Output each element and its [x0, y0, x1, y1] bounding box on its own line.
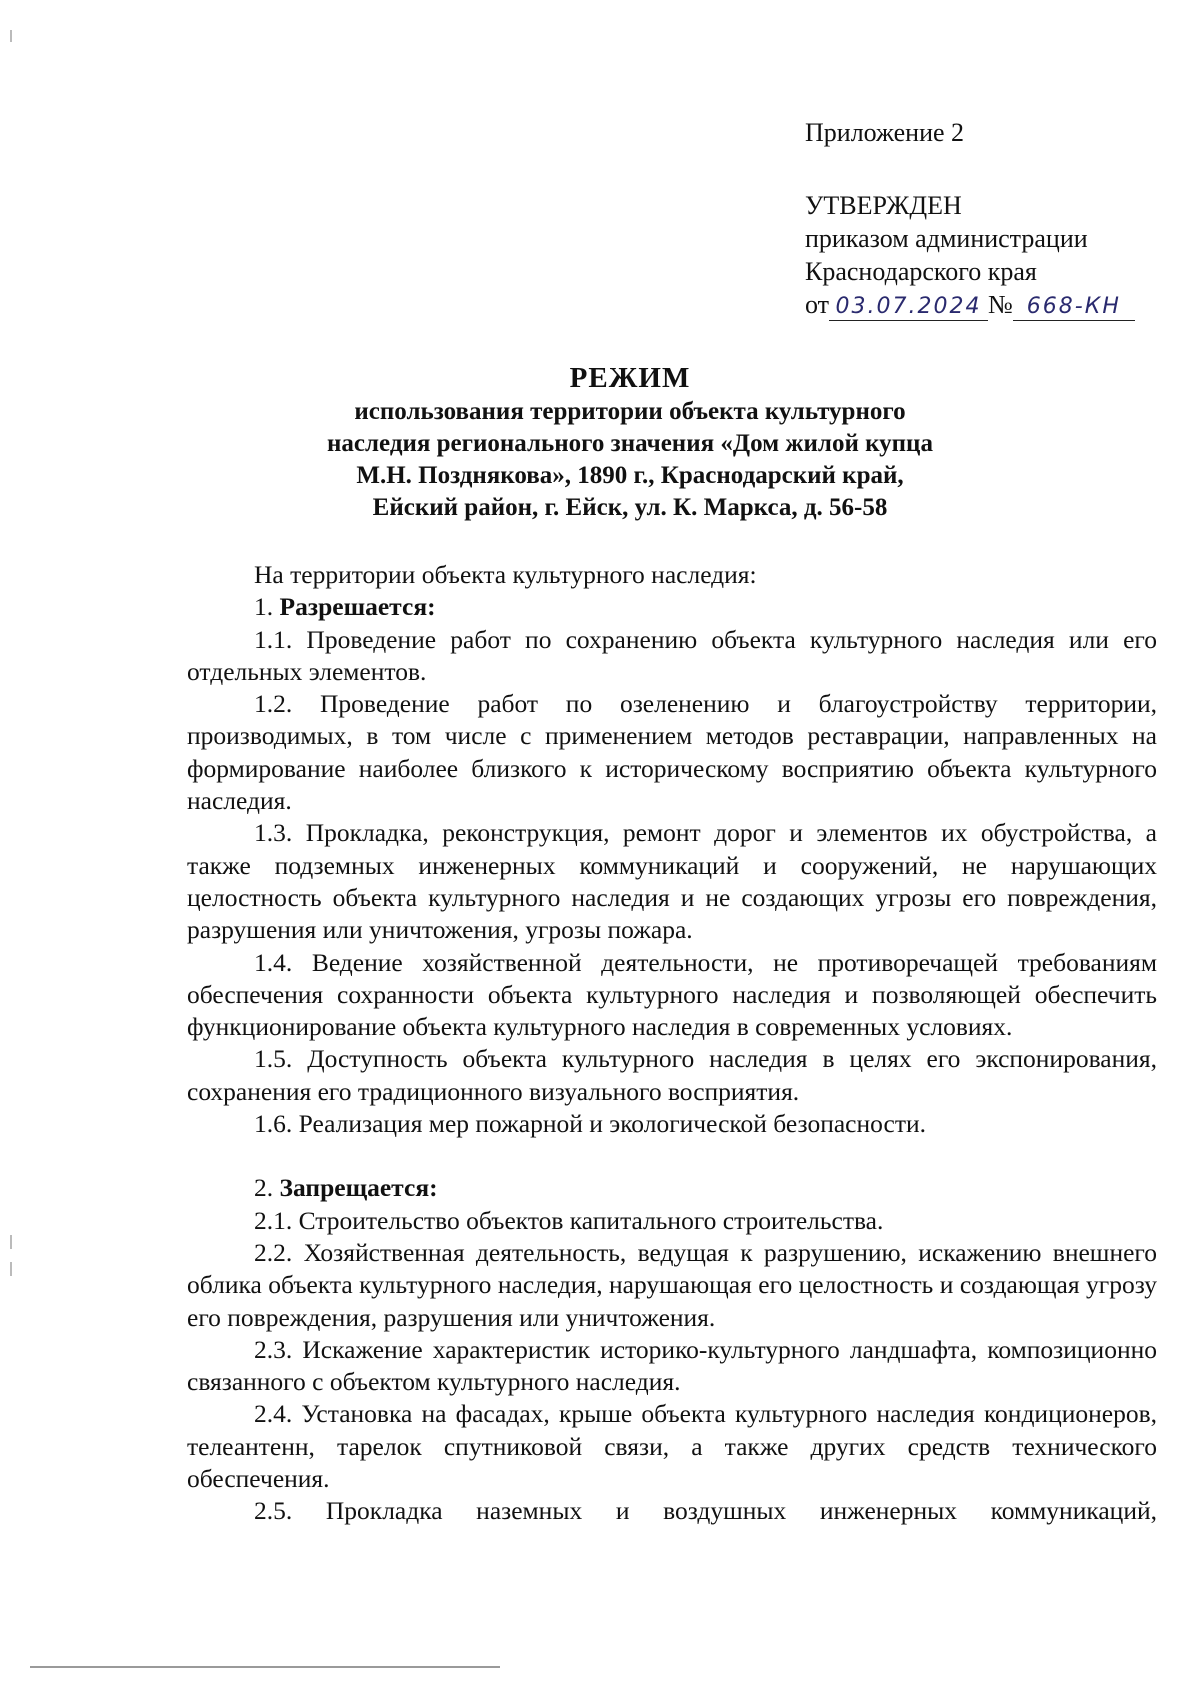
- clause-2-5: 2.5. Прокладка наземных и воздушных инженерных коммуникаций,: [254, 1496, 1157, 1526]
- appendix-label: Приложение 2: [805, 118, 965, 147]
- date-prefix: от: [805, 290, 830, 319]
- order-line-1: приказом администрации: [805, 224, 1088, 253]
- approved-label: УТВЕРЖДЕН: [805, 191, 962, 220]
- section-heading-text: Разрешается:: [279, 592, 436, 622]
- section-1-heading: [187, 591, 1157, 623]
- scan-mark: [10, 1235, 12, 1249]
- intro-paragraph: На территории объекта культурного наследия:: [254, 560, 757, 589]
- title-line: наследия регионального значения «Дом жилой купца: [327, 430, 933, 457]
- order-date-line: [805, 288, 1165, 321]
- number-prefix: №: [988, 290, 1013, 319]
- document-title: [180, 360, 1080, 524]
- clause-1-5: 1.5. Доступность объекта культурного наследия в целях его экспонирования, сохранения его традиционного визуального восприятия.: [187, 1044, 1157, 1106]
- clause-1-4: 1.4. Ведение хозяйственной деятельности, не противоречащей требованиям обеспечения сохранности объекта культурного наследия и позволяющей обеспечить функционирование объекта культурного наследия в современных условиях.: [187, 947, 1157, 1042]
- clause-1-2: 1.2. Проведение работ по озеленению и благоустройству территории, производимых, в том числе с применением методов реставрации, направленных на формирование наиболее близкого к историческому восприятию объекта культурного наследия.: [187, 689, 1157, 816]
- clause-1-6: 1.6. Реализация мер пожарной и экологической безопасности.: [254, 1109, 927, 1139]
- scan-mark: [10, 30, 12, 42]
- section-2-heading: [187, 1172, 1157, 1204]
- clause-1-1: 1.1. Проведение работ по сохранению объекта культурного наследия или его отдельных элементов.: [187, 624, 1157, 686]
- clause-2-2: 2.2. Хозяйственная деятельность, ведущая к разрушению, искажению внешнего облика объекта культурного наследия, нарушающая его целостность и создающая угрозу его повреждения, разрушения или уничтожения.: [187, 1237, 1157, 1332]
- scan-mark: [10, 1262, 12, 1276]
- clause-1-3: 1.3. Прокладка, реконструкция, ремонт дорог и элементов их обустройства, а также подземных инженерных коммуникаций и сооружений, не нарушающих целостность объекта культурного наследия и не создающих угрозы его повреждения, разрушения или уничтожения, угрозы пожара.: [187, 818, 1157, 945]
- title-line: М.Н. Позднякова», 1890 г., Краснодарский край,: [356, 462, 904, 489]
- order-number-handwritten: 668-КН: [1013, 294, 1135, 321]
- clause-2-4: 2.4. Установка на фасадах, крыше объекта культурного наследия кондиционеров, телеантенн, тарелок спутниковой связи, а также других средств технического обеспечения.: [187, 1399, 1157, 1494]
- title-line: использования территории объекта культурного: [354, 398, 906, 425]
- approval-block: [805, 116, 1165, 321]
- order-date-handwritten: 03.07.2024: [829, 294, 988, 321]
- order-line-2: Краснодарского края: [805, 257, 1037, 286]
- section-number: 2.: [254, 1173, 274, 1203]
- document-body: [187, 559, 1157, 1528]
- clause-2-3: 2.3. Искажение характеристик историко-культурного ландшафта, композиционно связанного с объектом культурного наследия.: [187, 1334, 1157, 1397]
- section-heading-text: Запрещается:: [279, 1173, 438, 1203]
- clause-2-1: 2.1. Строительство объектов капитального строительства.: [254, 1205, 884, 1235]
- scan-edge-line: [30, 1666, 500, 1668]
- section-number: 1.: [254, 592, 274, 622]
- title-main: РЕЖИМ: [569, 362, 691, 394]
- title-line: Ейский район, г. Ейск, ул. К. Маркса, д. 56-58: [372, 494, 888, 521]
